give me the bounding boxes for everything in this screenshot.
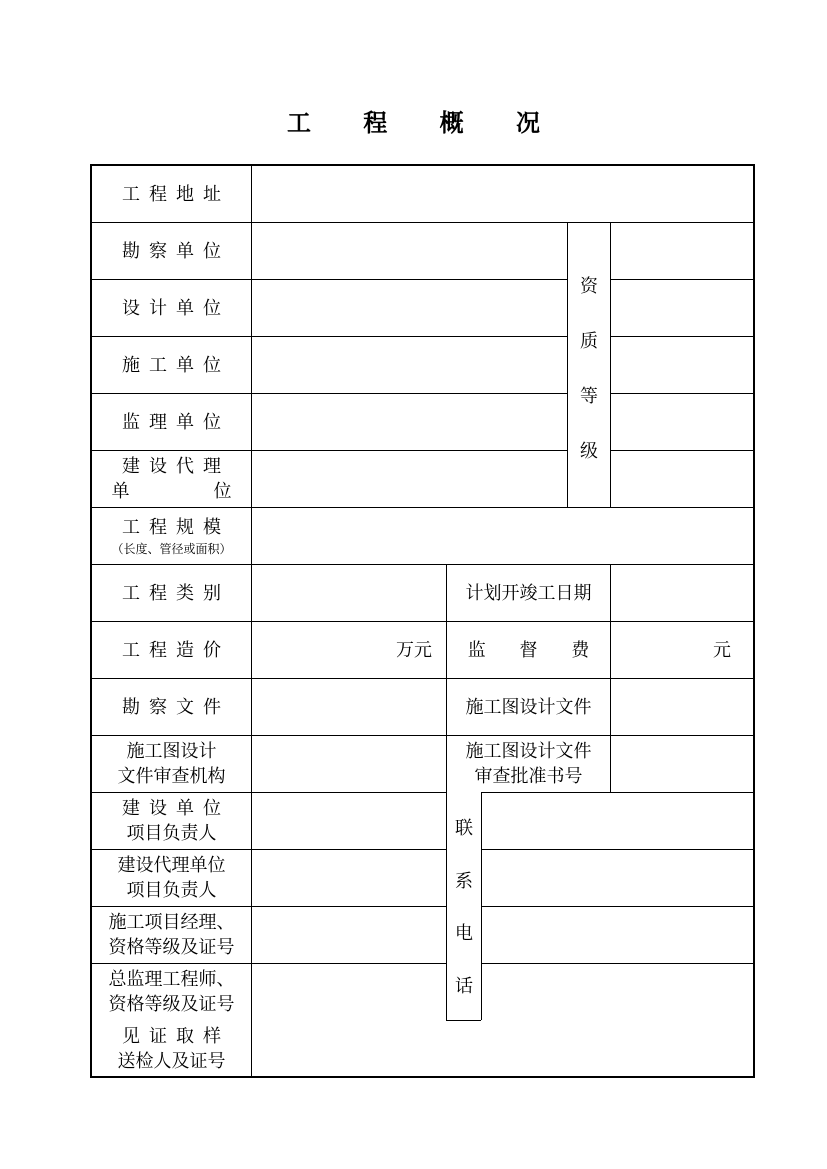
field-agent-unit[interactable] bbox=[252, 451, 567, 507]
label-approval-no-line2: 审查批准书号 bbox=[474, 766, 583, 787]
field-agent-pm[interactable] bbox=[252, 850, 446, 906]
label-witness-sampler bbox=[92, 1021, 251, 1076]
field-design-docs[interactable] bbox=[611, 679, 753, 735]
label-agent-pm-line1: 建设代理单位 bbox=[117, 855, 226, 876]
field-schedule[interactable] bbox=[611, 565, 753, 621]
label-approval-no-line1: 施工图设计文件 bbox=[465, 741, 592, 762]
contact-char-2: 系 bbox=[455, 870, 473, 892]
label-chief-supervisor bbox=[92, 964, 251, 1020]
field-project-address[interactable] bbox=[252, 166, 753, 222]
label-survey-docs: 勘察文件 bbox=[122, 696, 230, 718]
field-survey-docs[interactable] bbox=[252, 679, 446, 735]
label-qualification-grade bbox=[568, 274, 610, 464]
field-owner-phone[interactable] bbox=[482, 793, 753, 849]
label-project-address: 工程地址 bbox=[122, 183, 230, 205]
field-construction-unit[interactable] bbox=[252, 337, 567, 393]
label-chief-supervisor-line1: 总监理工程师、 bbox=[108, 969, 235, 990]
label-agent-pm bbox=[92, 850, 251, 906]
cost-unit: 万元 bbox=[396, 639, 432, 661]
contact-char-1: 联 bbox=[455, 818, 473, 839]
field-agent-phone[interactable] bbox=[482, 850, 753, 906]
label-contact-phone bbox=[447, 816, 481, 999]
label-design-unit: 设计单位 bbox=[122, 297, 230, 319]
contact-char-3: 电 bbox=[455, 923, 473, 945]
field-approval-no[interactable] bbox=[611, 736, 753, 792]
field-witness-sampler[interactable] bbox=[252, 1021, 753, 1076]
label-project-scale bbox=[92, 508, 251, 564]
label-witness-sampler-line1: 见证取样 bbox=[122, 1025, 230, 1047]
qualification-char-1: 资 bbox=[580, 276, 598, 297]
label-approval-no bbox=[447, 736, 610, 792]
field-survey-qualification[interactable] bbox=[611, 223, 753, 279]
label-project-category: 工程类别 bbox=[122, 582, 230, 604]
label-agent-unit-char1: 单 bbox=[111, 481, 130, 502]
field-project-scale[interactable] bbox=[252, 508, 753, 564]
field-construction-pm[interactable] bbox=[252, 907, 446, 963]
page-title: 工 程 概 况 bbox=[286, 109, 563, 137]
label-project-scale-note: （长度、管径或面积） bbox=[111, 541, 232, 556]
field-agent-qualification[interactable] bbox=[611, 451, 753, 507]
field-project-cost[interactable] bbox=[252, 622, 446, 678]
label-agent-unit-line1: 建设代理 bbox=[122, 456, 230, 477]
field-chief-supervisor[interactable] bbox=[252, 964, 446, 1020]
fee-unit: 元 bbox=[713, 639, 731, 661]
label-owner-pm-line2: 项目负责人 bbox=[126, 823, 217, 844]
field-design-unit[interactable] bbox=[252, 280, 567, 336]
field-construction-qualification[interactable] bbox=[611, 337, 753, 393]
field-supervision-qualification[interactable] bbox=[611, 394, 753, 450]
label-owner-pm bbox=[92, 793, 251, 849]
label-schedule: 计划开竣工日期 bbox=[465, 582, 592, 604]
label-agent-unit-char2: 位 bbox=[213, 481, 232, 502]
qualification-char-4: 级 bbox=[580, 441, 598, 462]
field-design-qualification[interactable] bbox=[611, 280, 753, 336]
qualification-char-2: 质 bbox=[580, 331, 598, 352]
label-witness-sampler-line2: 送检人及证号 bbox=[117, 1050, 226, 1072]
label-owner-pm-line1: 建设单位 bbox=[122, 798, 230, 819]
label-construction-pm-line1: 施工项目经理、 bbox=[108, 912, 235, 933]
label-review-org-line2: 文件审查机构 bbox=[117, 766, 226, 787]
field-supervision-fee[interactable] bbox=[611, 622, 753, 678]
label-supervision-fee: 监 督 费 bbox=[467, 639, 604, 661]
label-construction-pm bbox=[92, 907, 251, 963]
label-project-scale-main: 工程规模 bbox=[122, 516, 230, 538]
label-survey-unit: 勘察单位 bbox=[122, 240, 230, 262]
label-construction-pm-line2: 资格等级及证号 bbox=[108, 937, 235, 958]
label-review-org-line1: 施工图设计 bbox=[126, 741, 217, 762]
label-construction-unit: 施工单位 bbox=[122, 354, 230, 376]
label-chief-supervisor-line2: 资格等级及证号 bbox=[108, 994, 235, 1015]
label-review-org bbox=[92, 736, 251, 792]
project-overview-table bbox=[90, 164, 755, 1078]
field-project-category[interactable] bbox=[252, 565, 446, 621]
label-design-docs: 施工图设计文件 bbox=[465, 696, 592, 718]
field-construction-phone[interactable] bbox=[482, 907, 753, 963]
label-supervision-unit: 监理单位 bbox=[122, 411, 230, 433]
contact-char-4: 话 bbox=[455, 975, 473, 997]
label-agent-unit bbox=[92, 451, 251, 507]
field-supervision-unit[interactable] bbox=[252, 394, 567, 450]
field-review-org[interactable] bbox=[252, 736, 446, 792]
field-survey-unit[interactable] bbox=[252, 223, 567, 279]
field-chief-phone[interactable] bbox=[482, 964, 753, 1020]
label-project-cost: 工程造价 bbox=[122, 639, 230, 661]
qualification-char-3: 等 bbox=[580, 386, 598, 407]
label-agent-unit-line2 bbox=[112, 479, 232, 504]
label-agent-pm-line2: 项目负责人 bbox=[126, 880, 217, 901]
field-owner-pm[interactable] bbox=[252, 793, 446, 849]
